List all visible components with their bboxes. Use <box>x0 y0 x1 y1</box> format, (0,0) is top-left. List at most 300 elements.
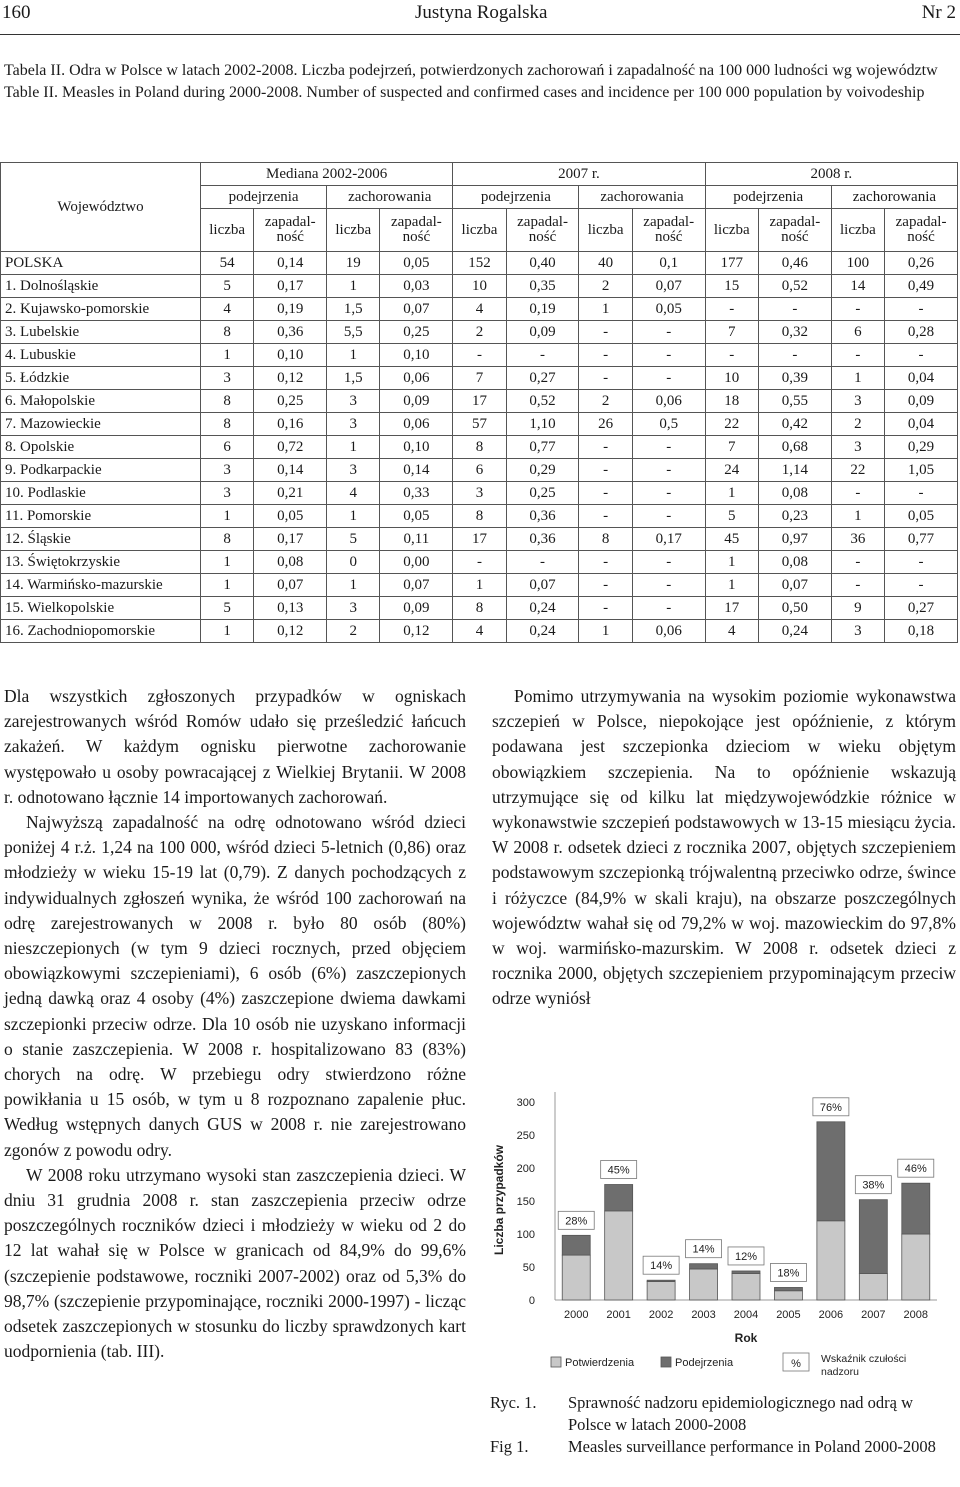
table-cell: 0,10 <box>380 436 453 459</box>
table-row <box>1 574 958 597</box>
table-cell: 0,08 <box>758 482 831 505</box>
confirmed-bar <box>817 1221 845 1300</box>
table-cell: 54 <box>201 252 254 275</box>
table-cell: - <box>758 344 831 367</box>
table-cell: - <box>705 298 758 321</box>
table-cell: 0,07 <box>632 275 705 298</box>
table-cell: 9 <box>831 597 884 620</box>
legend-label-percent-line2: nadzoru <box>821 1366 859 1378</box>
table-cell: 19 <box>327 252 380 275</box>
table-cell: 15 <box>705 275 758 298</box>
table-cell: 5 <box>327 528 380 551</box>
table-cell: 0,16 <box>254 413 327 436</box>
voivodeship-name: 2. Kujawsko-pomorskie <box>1 298 201 321</box>
voivodeship-name: POLSKA <box>1 252 201 275</box>
table-cell: - <box>632 367 705 390</box>
table-cell: 10 <box>705 367 758 390</box>
table-cell: 0,55 <box>758 390 831 413</box>
table-cell: 1,5 <box>327 367 380 390</box>
table-cell: - <box>632 551 705 574</box>
subheader-count: liczba <box>201 209 254 252</box>
voivodeship-name: 7. Mazowieckie <box>1 413 201 436</box>
confirmed-bar <box>562 1255 590 1300</box>
table-cell: 0 <box>327 551 380 574</box>
subheader-incidence-line2: ność <box>781 229 809 245</box>
table-cell: 1 <box>327 436 380 459</box>
voivodeship-name: 3. Lubelskie <box>1 321 201 344</box>
table-cell: - <box>632 482 705 505</box>
table-cell: 6 <box>453 459 506 482</box>
table-cell: 1 <box>327 574 380 597</box>
figure-caption <box>490 1392 960 1458</box>
table-cell: - <box>579 344 632 367</box>
table-cell: 1 <box>201 505 254 528</box>
confirmed-bar <box>605 1211 633 1300</box>
table-cell: - <box>632 436 705 459</box>
table-cell: 1 <box>705 574 758 597</box>
table-cell: 10 <box>453 275 506 298</box>
table-cell: 0,05 <box>254 505 327 528</box>
table-cell: 0,28 <box>885 321 958 344</box>
table-cell: 0,36 <box>254 321 327 344</box>
table-cell: 0,09 <box>506 321 579 344</box>
table-cell: 0,05 <box>380 252 453 275</box>
table-cell: 5,5 <box>327 321 380 344</box>
table-cell: 3 <box>831 436 884 459</box>
y-tick-label: 50 <box>522 1262 535 1274</box>
percent-label: 76% <box>819 1101 842 1114</box>
y-tick-label: 200 <box>516 1163 535 1175</box>
table-cell: 0,10 <box>254 344 327 367</box>
table-cell: 0,33 <box>380 482 453 505</box>
subheader-count: liczba <box>831 209 884 252</box>
table-cell: 0,19 <box>254 298 327 321</box>
subheader-incidence <box>885 209 958 252</box>
row-header: Województwo <box>1 163 201 252</box>
period-header: Mediana 2002-2006 <box>201 163 453 186</box>
table-cell: 7 <box>705 436 758 459</box>
table-cell: 0,42 <box>758 413 831 436</box>
table-cell: 0,24 <box>506 597 579 620</box>
table-cell: 3 <box>831 620 884 643</box>
table-cell: 3 <box>831 390 884 413</box>
percent-label: 38% <box>862 1179 885 1192</box>
table-cell: - <box>632 505 705 528</box>
table-cell: 1 <box>453 574 506 597</box>
table-cell: 0,11 <box>380 528 453 551</box>
table-cell: 26 <box>579 413 632 436</box>
table-cell: 0,40 <box>506 252 579 275</box>
table-cell: 0,14 <box>254 459 327 482</box>
table-cell: 0,17 <box>254 275 327 298</box>
percent-label: 28% <box>565 1215 588 1228</box>
table-cell: 8 <box>453 597 506 620</box>
y-tick-label: 0 <box>528 1295 535 1307</box>
table-cell: 2 <box>831 413 884 436</box>
table-cell: 0,05 <box>885 505 958 528</box>
table-cell: 4 <box>201 298 254 321</box>
table-cell: - <box>632 574 705 597</box>
table-row <box>1 321 958 344</box>
confirmed-bar <box>690 1269 718 1300</box>
paragraph: Najwyższą zapadalność na odrę odnotowano wśród dzieci poniżej 4 r.ż. 1,24 na 100 000, wśród dzieci 5-letnich (0,86) oraz młodzieży w wieku 15-19 lat (0,79). Z danych pochodzących z indywidualnych zgłoszeń wynika, że wśród 100 zachorowań na odrę zarejestrowanych w 2008 r. było 80 osób (80%) nieszczepionych (w tym 9 dzieci rocznych, przed objęciem obowiązkowymi szczepieniami), 6 osób (6%) zaszczepionych jedną dawką oraz 4 osoby (4%) zaszczepione dwiema dawkami szczepionki przeciw odrze. Dla 10 osób nie uzyskano informacji o stanie zaszczepienia. W 2008 r. hospitalizowano 83 (83%) chorych na odrę. W przebiegu odry stwierdzono różne powikłania u 15 osób, w tym u 8 rozpoznano zapalenie płuc. Według wstępnych danych GUS w 2008 r. nie zarejestrowano zgonów z powodu odry. <box>4 812 466 1160</box>
table-caption <box>4 60 954 104</box>
suspected-bar <box>859 1200 887 1274</box>
table-cell: 0,1 <box>632 252 705 275</box>
table-cell: - <box>758 298 831 321</box>
table-row <box>1 505 958 528</box>
table-cell: 0,07 <box>380 298 453 321</box>
table-cell: 3 <box>327 390 380 413</box>
table-cell: 22 <box>705 413 758 436</box>
subheader-count: liczba <box>705 209 758 252</box>
table-cell: 2 <box>579 275 632 298</box>
table-cell: 36 <box>831 528 884 551</box>
table-row <box>1 551 958 574</box>
table-cell: 8 <box>579 528 632 551</box>
table-cell: 0,05 <box>380 505 453 528</box>
percent-label: 14% <box>692 1243 715 1256</box>
table-cell: - <box>579 505 632 528</box>
subheader-incidence-line1: zapadal- <box>895 214 947 230</box>
table-cell: 7 <box>453 367 506 390</box>
table-cell: 2 <box>453 321 506 344</box>
table-cell: 1 <box>705 482 758 505</box>
table-cell: - <box>705 344 758 367</box>
table-cell: 0,07 <box>758 574 831 597</box>
voivodeship-table <box>0 162 958 643</box>
table-row <box>1 367 958 390</box>
table-cell: 0,10 <box>380 344 453 367</box>
x-tick-label: 2007 <box>861 1309 886 1321</box>
table-cell: 8 <box>201 390 254 413</box>
group-header: zachorowania <box>831 186 957 209</box>
x-tick-label: 2003 <box>691 1309 716 1321</box>
y-tick-label: 100 <box>516 1229 535 1241</box>
table-cell: 0,23 <box>758 505 831 528</box>
subheader-incidence-line1: zapadal- <box>517 214 568 230</box>
table-cell: 0,14 <box>254 252 327 275</box>
table-cell: 0,27 <box>506 367 579 390</box>
table-cell: 0,32 <box>758 321 831 344</box>
voivodeship-name: 15. Wielkopolskie <box>1 597 201 620</box>
table-cell: 4 <box>453 620 506 643</box>
suspected-bar <box>690 1264 718 1269</box>
percent-label: 46% <box>904 1163 927 1176</box>
table-cell: 17 <box>453 390 506 413</box>
table-cell: 0,5 <box>632 413 705 436</box>
subheader-incidence-line1: zapadal- <box>643 214 695 230</box>
legend-label-suspected: Podejrzenia <box>675 1357 734 1369</box>
table-cell: 17 <box>453 528 506 551</box>
table-cell: - <box>506 344 579 367</box>
table-cell: - <box>831 482 884 505</box>
table-cell: 0,24 <box>758 620 831 643</box>
table-cell: 0,36 <box>506 505 579 528</box>
table-cell: 3 <box>327 413 380 436</box>
voivodeship-name: 1. Dolnośląskie <box>1 275 201 298</box>
subheader-incidence <box>758 209 831 252</box>
table-cell: 0,25 <box>506 482 579 505</box>
x-tick-label: 2002 <box>648 1309 674 1321</box>
table-cell: 0,12 <box>380 620 453 643</box>
table-cell: 100 <box>831 252 884 275</box>
table-row <box>1 436 958 459</box>
table-cell: 0,25 <box>380 321 453 344</box>
table-row <box>1 620 958 643</box>
table-cell: 5 <box>705 505 758 528</box>
legend-label-percent <box>821 1353 906 1378</box>
subheader-count: liczba <box>453 209 506 252</box>
table-cell: 1 <box>201 344 254 367</box>
group-header: zachorowania <box>579 186 705 209</box>
table-cell: - <box>453 344 506 367</box>
table-cell: 45 <box>705 528 758 551</box>
x-tick-label: 2006 <box>818 1309 844 1321</box>
group-header: podejrzenia <box>453 186 579 209</box>
table-cell: 3 <box>201 459 254 482</box>
table-cell: 0,12 <box>254 620 327 643</box>
voivodeship-name: 5. Łódzkie <box>1 367 201 390</box>
table-cell: 4 <box>327 482 380 505</box>
table-cell: 0,52 <box>506 390 579 413</box>
percent-label: 14% <box>650 1260 673 1273</box>
table-cell: - <box>579 436 632 459</box>
table-cell: 0,07 <box>506 574 579 597</box>
suspected-bar <box>732 1271 760 1274</box>
x-axis-label: Rok <box>734 1331 758 1345</box>
table-cell: - <box>885 551 958 574</box>
table-cell: 0,17 <box>632 528 705 551</box>
legend-percent-symbol: % <box>791 1358 801 1370</box>
table-cell: 14 <box>831 275 884 298</box>
table-cell: 5 <box>201 275 254 298</box>
table-cell: - <box>632 321 705 344</box>
suspected-bar <box>817 1122 845 1221</box>
table-cell: 0,46 <box>758 252 831 275</box>
x-tick-label: 2004 <box>733 1309 759 1321</box>
table-cell: - <box>579 482 632 505</box>
table-row <box>1 298 958 321</box>
table-cell: 0,97 <box>758 528 831 551</box>
table-row <box>1 413 958 436</box>
table-row <box>1 275 958 298</box>
table-cell: 2 <box>327 620 380 643</box>
y-tick-label: 250 <box>516 1130 535 1142</box>
table-row <box>1 597 958 620</box>
suspected-bar <box>562 1235 590 1255</box>
table-cell: 0,36 <box>506 528 579 551</box>
table-cell: 8 <box>201 413 254 436</box>
table-cell: - <box>885 482 958 505</box>
confirmed-bar <box>774 1291 802 1300</box>
figure-label-en: Fig 1. <box>490 1437 529 1456</box>
table-cell: 3 <box>327 597 380 620</box>
x-tick-label: 2001 <box>606 1309 631 1321</box>
table-cell: 17 <box>705 597 758 620</box>
confirmed-bar <box>732 1274 760 1300</box>
table-cell: 0,35 <box>506 275 579 298</box>
table-cell: 0,06 <box>380 413 453 436</box>
table-cell: 0,29 <box>885 436 958 459</box>
table-cell: 57 <box>453 413 506 436</box>
table-cell: 40 <box>579 252 632 275</box>
table-cell: 0,13 <box>254 597 327 620</box>
table-cell: 0,04 <box>885 413 958 436</box>
legend-swatch-suspected <box>661 1357 671 1367</box>
table-cell: 8 <box>453 436 506 459</box>
table-cell: 2 <box>579 390 632 413</box>
figure-text-pl: Sprawność nadzoru epidemiologicznego nad odrą w Polsce w latach 2000-2008 <box>568 1393 914 1434</box>
table-cell: 0,29 <box>506 459 579 482</box>
table-cell: 1,10 <box>506 413 579 436</box>
subheader-incidence-line1: zapadal- <box>769 214 821 230</box>
left-text-column <box>4 684 466 1364</box>
table-cell: - <box>579 459 632 482</box>
table-cell: 1 <box>705 551 758 574</box>
percent-label: 18% <box>777 1267 800 1280</box>
table-cell: 0,00 <box>380 551 453 574</box>
table-cell: 0,03 <box>380 275 453 298</box>
table-cell: 22 <box>831 459 884 482</box>
table-cell: 1 <box>201 574 254 597</box>
table-row <box>1 482 958 505</box>
subheader-incidence-line1: zapadal- <box>390 214 442 230</box>
table-cell: 8 <box>453 505 506 528</box>
table-row <box>1 390 958 413</box>
table-cell: - <box>579 597 632 620</box>
table-cell: 0,06 <box>632 390 705 413</box>
voivodeship-name: 13. Świętokrzyskie <box>1 551 201 574</box>
table-cell: 0,52 <box>758 275 831 298</box>
table-cell: 0,09 <box>380 597 453 620</box>
table-cell: 1 <box>831 505 884 528</box>
table-row <box>1 344 958 367</box>
group-header: podejrzenia <box>201 186 327 209</box>
table-cell: - <box>632 344 705 367</box>
page-header <box>0 0 960 35</box>
table-cell: 0,06 <box>380 367 453 390</box>
running-author: Justyna Rogalska <box>415 2 548 23</box>
table-cell: 0,39 <box>758 367 831 390</box>
percent-label: 45% <box>607 1164 630 1177</box>
figure-label-pl: Ryc. 1. <box>490 1393 537 1412</box>
table-row <box>1 528 958 551</box>
table-cell: 0,05 <box>632 298 705 321</box>
table-caption-en: Table II. Measles in Poland during 2000-2008. Number of suspected and confirmed cases and incidence per 100 000 population by voivodeship <box>4 84 925 101</box>
table-cell: 8 <box>201 321 254 344</box>
table-cell: 1 <box>327 344 380 367</box>
subheader-incidence-line2: ność <box>907 229 935 245</box>
table-cell: 152 <box>453 252 506 275</box>
table-cell: 0,68 <box>758 436 831 459</box>
voivodeship-name: 6. Małopolskie <box>1 390 201 413</box>
percent-label: 12% <box>734 1250 758 1263</box>
table-cell: - <box>579 574 632 597</box>
table-cell: 3 <box>327 459 380 482</box>
legend-label-percent-line1: Wskaźnik czułości <box>821 1353 907 1365</box>
table-cell: 1,05 <box>885 459 958 482</box>
table-cell: 0,06 <box>632 620 705 643</box>
table-cell: 0,09 <box>885 390 958 413</box>
table-cell: 3 <box>201 482 254 505</box>
voivodeship-name: 14. Warmińsko-mazurskie <box>1 574 201 597</box>
table-cell: - <box>632 597 705 620</box>
table-cell: 177 <box>705 252 758 275</box>
table-cell: - <box>831 298 884 321</box>
table-cell: 0,26 <box>885 252 958 275</box>
table-row <box>1 459 958 482</box>
table-cell: 0,19 <box>506 298 579 321</box>
table-cell: 0,72 <box>254 436 327 459</box>
table-cell: 0,04 <box>885 367 958 390</box>
table-cell: 1 <box>201 551 254 574</box>
table-cell: 0,49 <box>885 275 958 298</box>
table-cell: 6 <box>201 436 254 459</box>
table-cell: 0,17 <box>254 528 327 551</box>
table-cell: 1 <box>201 620 254 643</box>
table-cell: 0,77 <box>506 436 579 459</box>
x-tick-label: 2000 <box>563 1309 589 1321</box>
table-cell: 0,27 <box>885 597 958 620</box>
table-cell: 0,50 <box>758 597 831 620</box>
table-row <box>1 252 958 275</box>
surveillance-chart <box>485 1080 955 1400</box>
table-cell: 4 <box>453 298 506 321</box>
table-cell: 3 <box>201 367 254 390</box>
table-cell: 1 <box>579 620 632 643</box>
right-text-column <box>492 684 956 1012</box>
table-cell: - <box>579 367 632 390</box>
page-number: 160 <box>2 2 31 23</box>
table-cell: 1,5 <box>327 298 380 321</box>
table-cell: - <box>453 551 506 574</box>
voivodeship-name: 16. Zachodniopomorskie <box>1 620 201 643</box>
table-cell: - <box>579 551 632 574</box>
table-cell: 0,08 <box>254 551 327 574</box>
suspected-bar <box>774 1287 802 1290</box>
table-cell: - <box>831 574 884 597</box>
table-cell: 0,08 <box>758 551 831 574</box>
voivodeship-name: 4. Lubuskie <box>1 344 201 367</box>
voivodeship-name: 10. Podlaskie <box>1 482 201 505</box>
table-cell: 1,14 <box>758 459 831 482</box>
table-cell: 5 <box>201 597 254 620</box>
subheader-count: liczba <box>327 209 380 252</box>
suspected-bar <box>902 1183 930 1234</box>
subheader-incidence <box>632 209 705 252</box>
table-cell: 0,24 <box>506 620 579 643</box>
voivodeship-name: 11. Pomorskie <box>1 505 201 528</box>
group-header: podejrzenia <box>705 186 831 209</box>
table-cell: 4 <box>705 620 758 643</box>
legend-label-confirmed: Potwierdzenia <box>565 1357 635 1369</box>
table-cell: - <box>885 344 958 367</box>
subheader-incidence <box>506 209 579 252</box>
subheader-incidence-line2: ność <box>528 229 557 245</box>
chart-svg <box>485 1080 955 1400</box>
period-header: 2008 r. <box>705 163 957 186</box>
table-cell: 18 <box>705 390 758 413</box>
y-tick-label: 150 <box>516 1196 535 1208</box>
table-cell: 0,21 <box>254 482 327 505</box>
figure-text-en: Measles surveillance performance in Poland 2000-2008 <box>568 1437 936 1456</box>
paragraph: Pomimo utrzymywania na wysokim poziomie wykonawstwa szczepień w Polsce, niepokojące jest opóźnienie, z którym podawana jest szczepionka dzieciom w wieku objętym obowiązkiem szczepienia. Na to opóźnienie wskazują utrzymujące się od kilku lat międzywojewódzkie różnice w wykonawstwie szczepień podstawowych w 13-15 miesiącu życia. W 2008 r. odsetek dzieci z rocznika 2007, objętych szczepieniem podstawowym szczepionką trójwalentną przeciwko odrze, śwince i różyczce (84,9% w skali kraju), na obszarze poszczególnych województw wahał się od 79,2% w woj. mazowieckim do 97,8% w woj. warmińsko-mazurskim. W 2008 r. odsetek dzieci z rocznika 2000, objętych szczepieniem przypominającym przeciw odrze wyniósł <box>492 686 956 1009</box>
subheader-incidence-line1: zapadal- <box>264 214 316 230</box>
table-cell: - <box>506 551 579 574</box>
table-cell: 1 <box>327 505 380 528</box>
subheader-incidence-line2: ność <box>276 229 304 245</box>
